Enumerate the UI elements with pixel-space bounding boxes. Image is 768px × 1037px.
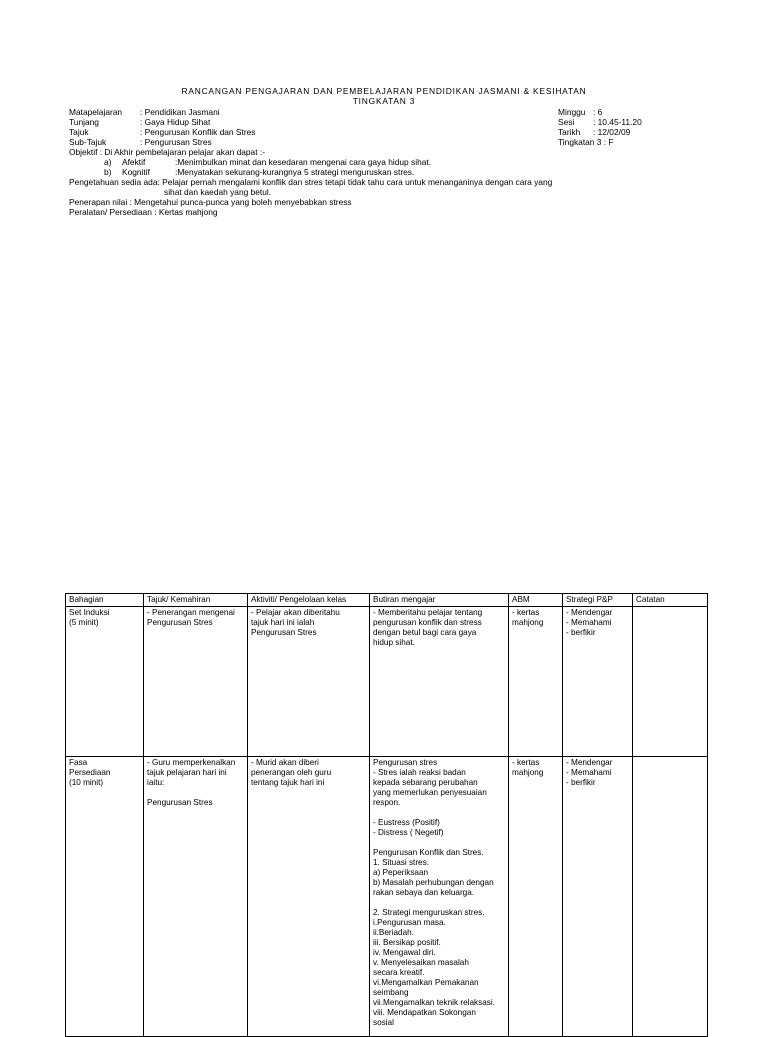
cell-text-line: rakan sebaya dan keluarga. — [373, 888, 475, 897]
cell-topic — [144, 607, 248, 757]
cell-text-line: respon. — [373, 798, 401, 807]
cell-text-line: penerangan oleh guru — [251, 768, 332, 777]
objectives-intro: Objektif : Di Akhir pembelajaran pelajar akan dapat :- — [69, 147, 265, 157]
cell-text-line: dengan betul bagi cara gaya — [373, 628, 477, 637]
cell-topic — [144, 757, 248, 1037]
cell-text-line: - Distress ( Negetif) — [373, 828, 444, 837]
cell-text-line: Pengurusan Stres — [251, 628, 317, 637]
cell-activity — [248, 757, 370, 1037]
document-subtitle: TINGKATAN 3 — [352, 96, 416, 106]
cell-text-line: iaitu: — [147, 778, 165, 787]
header-cell-strategy: Strategi P&P — [563, 594, 633, 607]
cell-teaching-details — [370, 607, 509, 757]
table-row — [66, 757, 708, 1037]
info-value-strand: : Gaya Hidup Sihat — [140, 117, 211, 127]
table-row — [66, 607, 708, 757]
header-cell-teaching-details: Butiran mengajar — [370, 594, 509, 607]
cell-blank-line — [373, 808, 505, 818]
cell-notes — [633, 757, 708, 1037]
cell-text-line: yang memerlukan penyesuaian — [373, 788, 487, 797]
cell-text-line: (10 minit) — [69, 778, 104, 787]
cell-text-line: 2. Strategi menguruskan stres. — [373, 908, 485, 917]
cell-text-line: tajuk pelajaran hari ini — [147, 768, 227, 777]
cell-text-line: i.Pengurusan masa. — [373, 918, 446, 927]
objective-domain-cognitive: Kognitif — [122, 167, 150, 177]
cell-text-line: - Memahami — [566, 768, 612, 777]
cell-teaching-aids — [509, 607, 563, 757]
cell-text-line: - Mendengar — [566, 608, 613, 617]
cell-text-line: 1. Situasi stres. — [373, 858, 429, 867]
cell-text-line: - Eustress (Positif) — [373, 818, 440, 827]
prior-knowledge: Pengetahuan sedia ada: Pelajar pernah mengalami konflik dan stres tetapi tidak tahu cara untuk menanganinya dengan cara yang — [69, 177, 553, 187]
cell-text-line: vi.Mengamalkan Pemakanan — [373, 978, 479, 987]
header-cell-topic: Tajuk/ Kemahiran — [144, 594, 248, 607]
cell-text-line: viii. Mendapatkan Sokongan — [373, 1008, 476, 1017]
cell-text-line: pengurusan konflik dan stress — [373, 618, 482, 627]
cell-text-line: - berfikir — [566, 628, 596, 637]
info-label-strand: Tunjang — [69, 117, 99, 127]
cell-notes — [633, 607, 708, 757]
cell-text-line: - Stres ialah reaksi badan — [373, 768, 466, 777]
objective-marker-b: b) — [104, 167, 112, 177]
cell-text-line: tentang tajuk hari ini — [251, 778, 325, 787]
cell-text-line: - Memahami — [566, 618, 612, 627]
info-value-subject: : Pendidikan Jasmani — [140, 107, 220, 117]
info-value-date: : 12/02/09 — [593, 127, 631, 137]
document-title: RANCANGAN PENGAJARAN DAN PEMBELAJARAN PENDIDIKAN JASMANI & KESIHATAN — [181, 86, 587, 96]
cell-blank-line — [147, 788, 244, 798]
cell-section — [66, 757, 144, 1037]
objective-continuation: sihat dan kaedah yang betul. — [164, 187, 272, 197]
info-value-subtopic: : Pengurusan Stres — [140, 137, 212, 147]
cell-text-line: - Pelajar akan diberitahu — [251, 608, 340, 617]
cell-text-line: vii.Mengamalkan teknik relaksasi. — [373, 998, 495, 1007]
cell-text-line: Pengurusan stres — [373, 758, 438, 767]
info-label-topic: Tajuk — [69, 127, 89, 137]
lesson-plan-table — [65, 593, 708, 1037]
values-statement: Penerapan nilai : Mengetahui punca-punca yang boleh menyebabkan stress — [69, 197, 352, 207]
cell-text-line: Pengurusan Stres — [147, 618, 213, 627]
cell-text-line: - kertas — [512, 608, 540, 617]
cell-text-line: Set Induksi — [69, 608, 110, 617]
info-label-date: Tarikh — [558, 127, 581, 137]
objective-marker-a: a) — [104, 157, 112, 167]
info-value-week: : 6 — [593, 107, 603, 117]
cell-text-line: sosial — [373, 1018, 394, 1027]
info-label-subtopic: Sub-Tajuk — [69, 137, 107, 147]
cell-text-line: Pengurusan Konflik dan Stres. — [373, 848, 484, 857]
cell-text-line: a) Peperiksaan — [373, 868, 429, 877]
cell-blank-line — [373, 898, 505, 908]
cell-teaching-details — [370, 757, 509, 1037]
info-value-topic: : Pengurusan Konflik dan Stres — [140, 127, 256, 137]
cell-text-line: b) Masalah perhubungan dengan — [373, 878, 494, 887]
cell-text-line: Persediaan — [69, 768, 111, 777]
cell-text-line: - Murid akan diberi — [251, 758, 319, 767]
cell-teaching-aids — [509, 757, 563, 1037]
objective-domain-affective: Afektif — [122, 157, 146, 167]
cell-text-line: kepada sebarang perubahan — [373, 778, 478, 787]
cell-strategy — [563, 757, 633, 1037]
cell-text-line: (5 minit) — [69, 618, 99, 627]
cell-text-line: mahjong — [512, 768, 544, 777]
cell-text-line: - Memberitahu pelajar tentang — [373, 608, 483, 617]
cell-text-line: v. Menyelesaikan masalah — [373, 958, 469, 967]
cell-activity — [248, 607, 370, 757]
info-label-form: Tingkatan 3 : F — [558, 137, 614, 147]
header-cell-section: Bahagian — [66, 594, 144, 607]
cell-section — [66, 607, 144, 757]
materials-statement: Peralatan/ Persediaan : Kertas mahjong — [69, 207, 218, 217]
cell-text-line: - Penerangan mengenai — [147, 608, 235, 617]
info-label-subject: Matapelajaran — [69, 107, 123, 117]
cell-strategy — [563, 607, 633, 757]
cell-text-line: ii.Beriadah. — [373, 928, 414, 937]
cell-text-line: iii. Bersikap positif. — [373, 938, 441, 947]
cell-text-line: iv. Mengawal diri. — [373, 948, 436, 957]
objective-text-cognitive: :Menyatakan sekurang-kurangnya 5 strategi menguruskan stres. — [175, 167, 415, 177]
cell-blank-line — [373, 838, 505, 848]
header-cell-teaching-aids: ABM — [509, 594, 563, 607]
info-value-session: : 10.45-11.20 — [593, 117, 642, 127]
header-cell-notes: Catatan — [633, 594, 708, 607]
objective-text-affective: :Menimbulkan minat dan kesedaran mengenai cara gaya hidup sihat. — [175, 157, 432, 167]
cell-text-line: mahjong — [512, 618, 544, 627]
table-header-row — [66, 594, 708, 607]
cell-text-line: Pengurusan Stres — [147, 798, 213, 807]
header-cell-activity: Aktiviti/ Pengelolaan kelas — [248, 594, 370, 607]
cell-text-line: tajuk hari ini ialah — [251, 618, 315, 627]
cell-text-line: - berfikir — [566, 778, 596, 787]
info-label-week: Minggu — [558, 107, 586, 117]
info-label-session: Sesi — [558, 117, 575, 127]
cell-text-line: Fasa — [69, 758, 88, 767]
cell-text-line: - Guru memperkenalkan — [147, 758, 236, 767]
cell-text-line: hidup sihat. — [373, 638, 415, 647]
cell-text-line: seimbang — [373, 988, 409, 997]
cell-text-line: secara kreatif. — [373, 968, 425, 977]
cell-text-line: - Mendengar — [566, 758, 613, 767]
cell-text-line: - kertas — [512, 758, 540, 767]
